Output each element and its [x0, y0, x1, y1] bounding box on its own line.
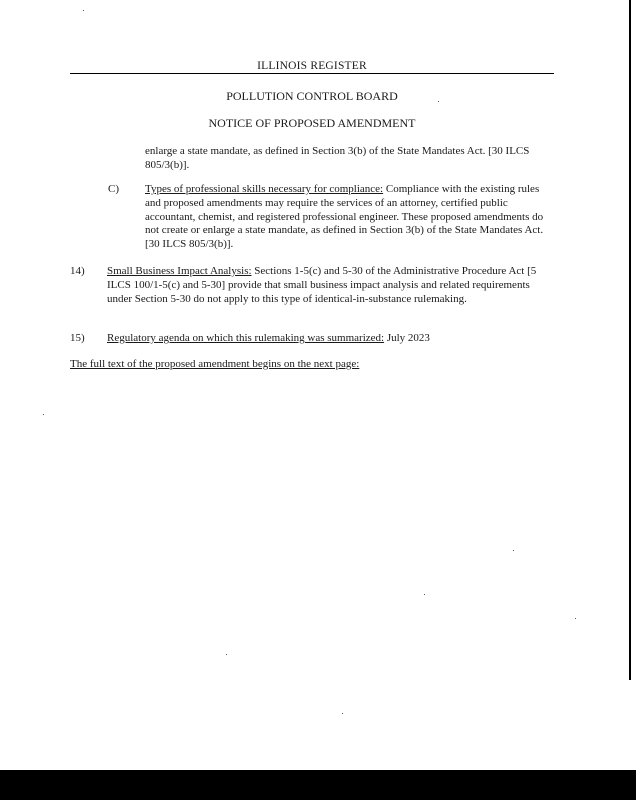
scan-speck	[424, 594, 425, 595]
full-text-notice: The full text of the proposed amendment begins on the next page:	[70, 358, 360, 370]
scan-speck	[513, 550, 514, 551]
item-c-heading: Types of professional skills necessary for compliance:	[145, 183, 384, 195]
item-14-label: 14)	[70, 265, 85, 277]
item-15-heading: Regulatory agenda on which this rulemaking was summarized:	[107, 332, 385, 344]
scan-bottom-band	[0, 770, 636, 800]
item-15-paragraph	[107, 332, 547, 346]
scan-speck	[43, 414, 44, 415]
item-14-paragraph	[107, 265, 547, 306]
scan-speck	[575, 618, 576, 619]
register-header	[70, 60, 554, 74]
item-c-label: C)	[108, 183, 119, 195]
agency-name: POLLUTION CONTROL BOARD	[226, 89, 398, 103]
notice-title: NOTICE OF PROPOSED AMENDMENT	[208, 116, 416, 130]
item-c-text: Compliance with the existing rules and proposed amendments may require the services of an attorney, certified public accountant, chemist, and registered professional engineer. These proposed amendments do not create or enlarge a state mandate, as defined in Section 3(b) of the State Mandates Act. [30 ILCS 805/3(b)].	[145, 183, 544, 251]
scan-edge-shadow	[629, 0, 631, 680]
scan-speck	[83, 10, 84, 11]
item-15-text: July 2023	[384, 332, 430, 344]
scan-speck	[226, 654, 227, 655]
register-title: ILLINOIS REGISTER	[257, 60, 367, 72]
continuation-paragraph: enlarge a state mandate, as defined in Section 3(b) of the State Mandates Act. [30 ILCS 805/3(b)].	[145, 145, 530, 171]
item-14-heading: Small Business Impact Analysis:	[107, 265, 252, 277]
item-14-text: Sections 1-5(c) and 5-30 of the Administrative Procedure Act [5 ILCS 100/1-5(c) and 5-30] provide that small business impact analysis and related requirements under Section 5-30 do not apply to this type of identical-in-substance rulemaking.	[107, 265, 537, 305]
scan-speck	[342, 713, 343, 714]
header-rule	[70, 73, 554, 74]
item-15-label: 15)	[70, 332, 85, 344]
item-c-paragraph	[145, 183, 550, 252]
